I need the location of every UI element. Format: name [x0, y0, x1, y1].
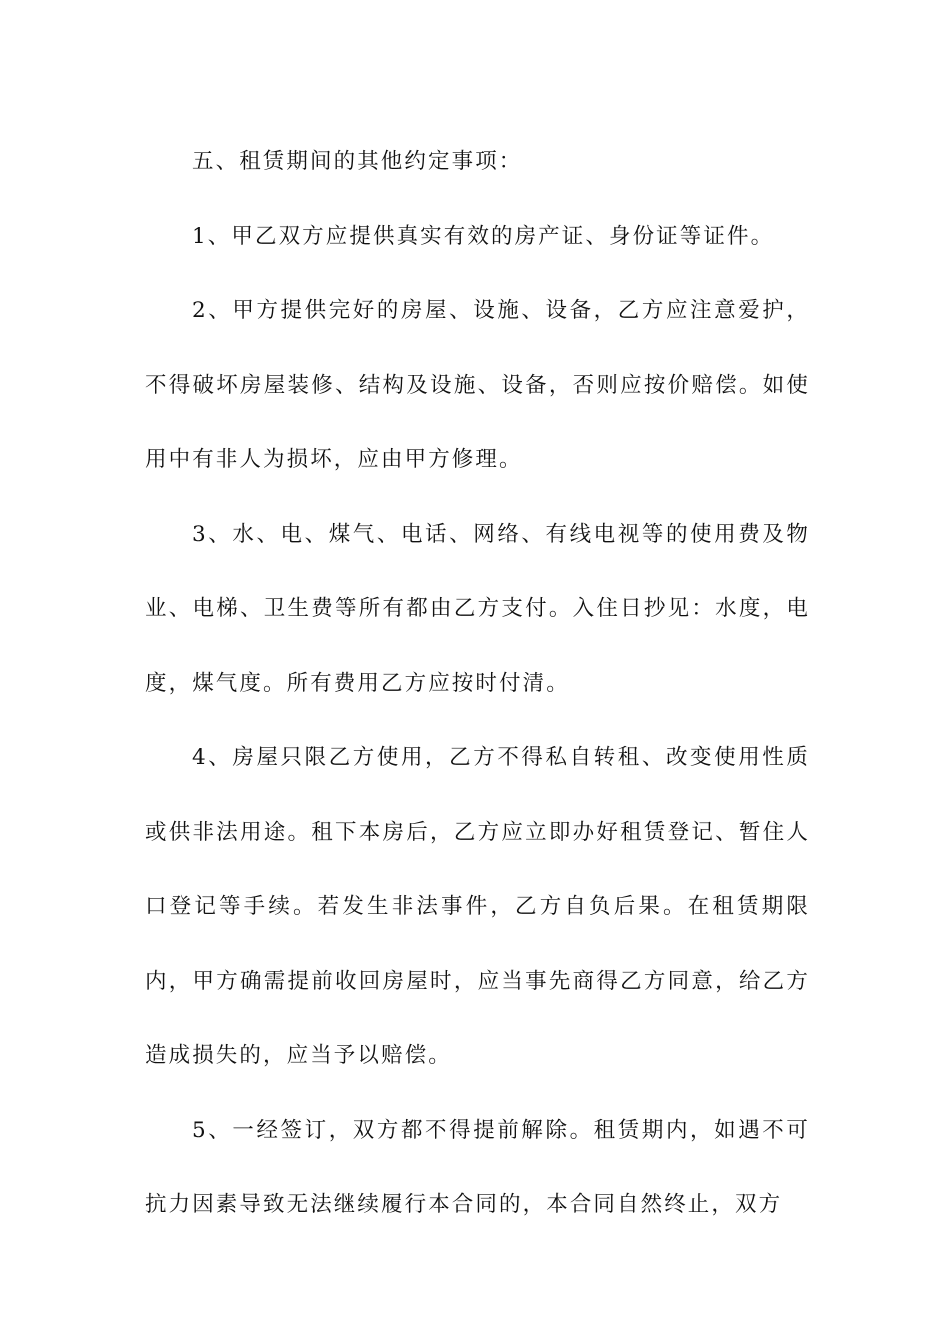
- clause-2: 2、甲方提供完好的房屋、设施、设备，乙方应注意爱护，不得破坏房屋装修、结构及设施、设备，否则应按价赔偿。如使用中有非人为损坏，应由甲方修理。: [145, 298, 810, 472]
- section-heading: 五、租赁期间的其他约定事项：: [192, 149, 523, 174]
- clause-3: 3、水、电、煤气、电话、网络、有线电视等的使用费及物业、电梯、卫生费等所有都由乙方支付。入住日抄见：水度，电度，煤气度。所有费用乙方应按时付清。: [145, 521, 810, 696]
- clause-1: 1、甲乙双方应提供真实有效的房产证、身份证等证件。: [192, 223, 775, 249]
- clause-4: 4、房屋只限乙方使用，乙方不得私自转租、改变使用性质或供非法用途。租下本房后，乙方应立即办好租赁登记、暂住人口登记等手续。若发生非法事件，乙方自负后果。在租赁期限内，甲方确需提前收回房屋时，应当事先商得乙方同意，给乙方造成损失的，应当予以赔偿。: [145, 745, 810, 1068]
- clause-5: 5、一经签订，双方都不得提前解除。租赁期内，如遇不可抗力因素导致无法继续履行本合同的，本合同自然终止，双方: [145, 1117, 810, 1217]
- document-body: [145, 125, 810, 1243]
